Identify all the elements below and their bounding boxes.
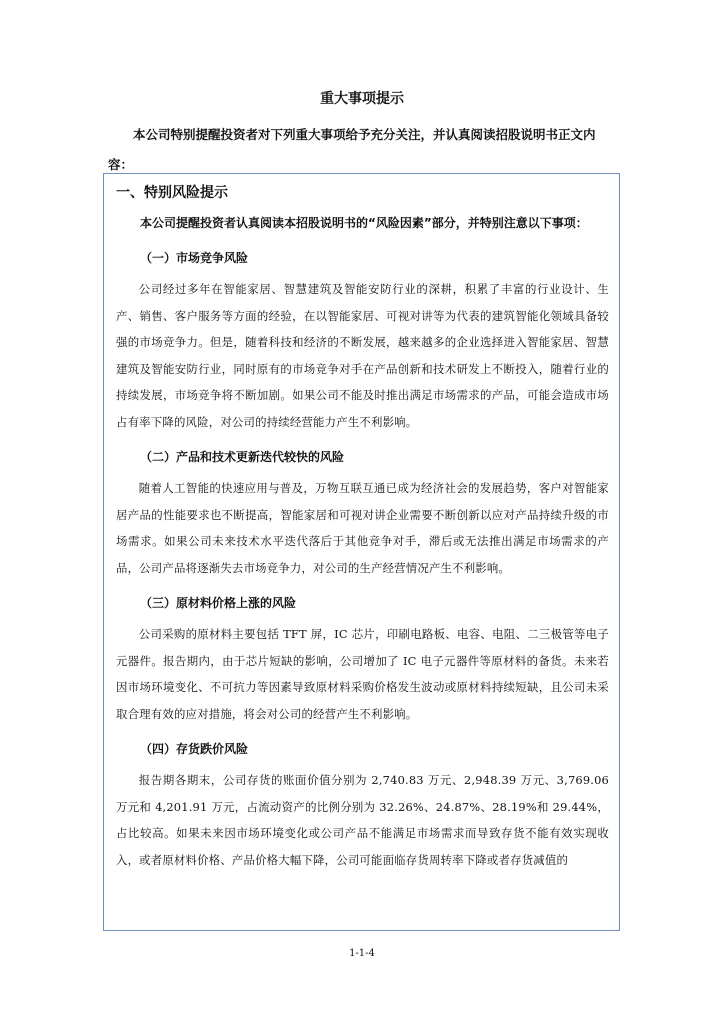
risk-body: 报告期各期末，公司存货的账面价值分别为 2,740.83 万元、2,948.39 万元、3,769.06 万元和 4,201.91 万元，占流动资产的比例分别为 32.26%、24.87%、28.19%和 29.44%，占比较高。如果未来因市场环境变化或公司产品不能满足市场需求而导致存货不能有效实现收入，或者原材料价格、产品价格大幅下降，公司可能面临存货周转率下降或者存货减值的 [116, 773, 609, 867]
risk-heading: （四）存货跌价风险 [140, 742, 249, 756]
risk-heading: （一）市场竞争风险 [140, 251, 249, 265]
page-title: 重大事项提示 [320, 91, 404, 107]
risk-heading: （二）产品和技术更新迭代较快的风险 [140, 450, 345, 464]
intro-paragraph: 本公司特别提醒投资者对下列重大事项给予充分关注，并认真阅读招股说明书正文内容： [108, 127, 596, 172]
section-heading: 一、特别风险提示 [116, 185, 228, 201]
section-lead: 本公司提醒投资者认真阅读本招股说明书的“风险因素”部分，并特别注意以下事项： [140, 216, 588, 230]
risk-body: 公司经过多年在智能家居、智慧建筑及智能安防行业的深耕，积累了丰富的行业设计、生产、销售、客户服务等方面的经验，在以智能家居、可视对讲等为代表的建筑智能化领域具备较强的市场竞争力。但是，随着科技和经济的不断发展，越来越多的企业选择进入智能家居、智慧建筑及智能安防行业，同时原有的市场竞争对手在产品创新和技术研发上不断投入，随着行业的持续发展，市场竞争将不断加剧。如果公司不能及时推出满足市场需求的产品，可能会造成市场占有率下降的风险，对公司的持续经营能力产生不利影响。 [116, 282, 609, 429]
risk-box [103, 173, 620, 931]
page-number: 1-1-4 [349, 948, 375, 959]
risk-heading: （三）原材料价格上涨的风险 [140, 596, 297, 610]
risk-body: 公司采购的原材料主要包括 TFT 屏，IC 芯片，印刷电路板、电容、电阻、二三极管等电子元器件。报告期内，由于芯片短缺的影响，公司增加了 IC 电子元器件等原材料的备货。未来若因市场环境变化、不可抗力等因素导致原材料采购价格发生波动或原材料持续短缺，且公司未采取合理有效的应对措施，将会对公司的经营产生不利影响。 [116, 627, 609, 721]
risk-body: 随着人工智能的快速应用与普及，万物互联互通已成为经济社会的发展趋势，客户对智能家居产品的性能要求也不断提高，智能家居和可视对讲企业需要不断创新以应对产品持续升级的市场需求。如果公司未来技术水平迭代落后于其他竞争对手，滞后或无法推出满足市场需求的产品，公司产品将逐渐失去市场竞争力，对公司的生产经营情况产生不利影响。 [116, 481, 609, 575]
